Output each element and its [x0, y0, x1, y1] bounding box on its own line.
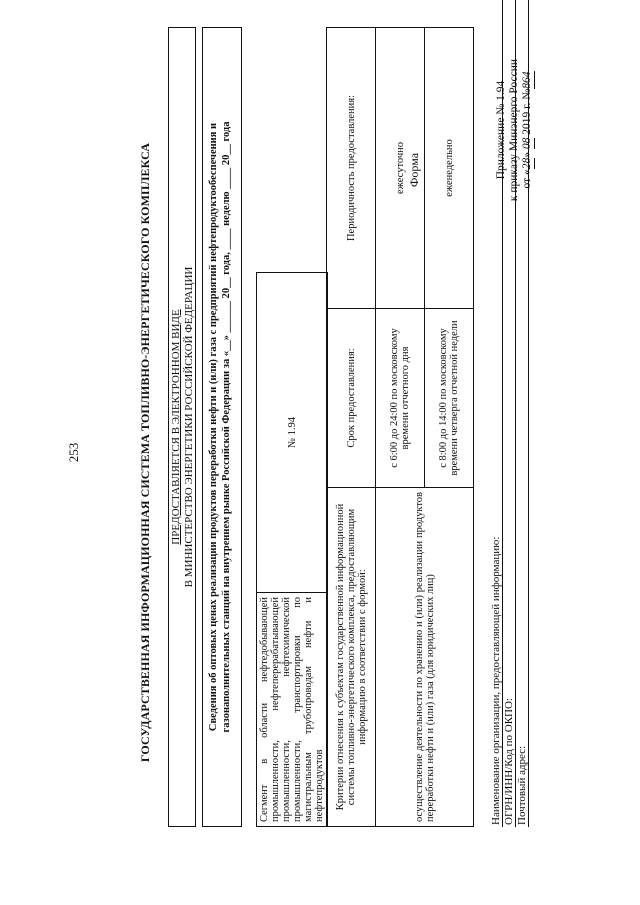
date-year: 2019 — [521, 111, 533, 135]
criteria-header: Критерии отнесения к субъектам государственной информационной системы топливно-энергетического комплекса, предоставляющим информацию в соответствии с формой: — [327, 488, 376, 827]
date-month: 08 — [521, 137, 533, 150]
criteria-table — [326, 27, 474, 827]
system-title: ГОСУДАРСТВЕННАЯ ИНФОРМАЦИОННАЯ СИСТЕМА ТОПЛИВНО-ЭНЕРГЕТИЧЕСКОГО КОМПЛЕКСА — [138, 142, 152, 763]
footer-block — [490, 0, 529, 827]
date-day: 28 — [521, 157, 533, 170]
report-title-line-2: газонаполнительных станций на внутреннем рынке Российской Федерации за «__» ______ 20__ года, ____ неделю ____ 20__ года — [221, 121, 232, 733]
frequency-header: Периодичность предоставления: — [327, 28, 376, 309]
report-title-line-1: Сведения об оптовых ценах реализации продуктов переработки нефти и (или) газа с предприятий нефтепродуктообеспечения и — [208, 122, 219, 732]
deadline-daily: с 6:00 до 24:00 по московскому времени отчетного дня — [376, 309, 425, 488]
frequency-daily: ежесуточно — [376, 28, 425, 309]
criterion-cell: осуществление деятельности по хранению и (или) реализации продуктов переработки нефти и (или) газа (для юридических лиц) — [376, 488, 474, 827]
report-title-box — [202, 27, 242, 827]
appendix-order: к приказу Минэнерго России — [508, 58, 520, 202]
ogrn-field: ОГРН/ИНН/Код по ОКПО: — [503, 0, 516, 827]
segment-table — [256, 272, 328, 827]
criteria-header-row — [327, 28, 376, 827]
appendix-number: Приложение № 1.94 — [495, 80, 507, 180]
segment-label: Сегмент в области нефтедобывающей промышленности, нефтеперерабатывающей промышленности, нефтехимической промышленности, транспортировки по магистральным трубопроводам нефти и нефтепродуктов — [257, 593, 328, 827]
deadline-weekly: с 8:00 до 14:00 по московскому времени четверга отчетной недели — [425, 309, 474, 488]
appendix-date: от «28» 08 2019 г. №864 — [521, 71, 533, 189]
deadline-header: Срок предоставления: — [327, 309, 376, 488]
date-number: 864 — [521, 71, 533, 89]
form-number: № 1.94 — [257, 273, 328, 593]
submission-box — [168, 27, 196, 827]
form-label: Форма — [407, 152, 421, 188]
criteria-row-1 — [376, 28, 425, 827]
address-field: Почтовый адрес: — [516, 0, 529, 827]
submission-line-2: В МИНИСТЕРСТВО ЭНЕРГЕТИКИ РОССИЙСКОЙ ФЕДЕРАЦИИ — [182, 266, 195, 588]
org-name-field: Наименование организации, предоставляющей информацию: — [490, 0, 503, 827]
page-number: 253 — [66, 442, 81, 463]
frequency-weekly: еженедельно — [425, 28, 474, 309]
submission-line-1: ПРЕДОСТАВЛЯЕТСЯ В ЭЛЕКТРОННОМ ВИДЕ — [170, 309, 182, 545]
